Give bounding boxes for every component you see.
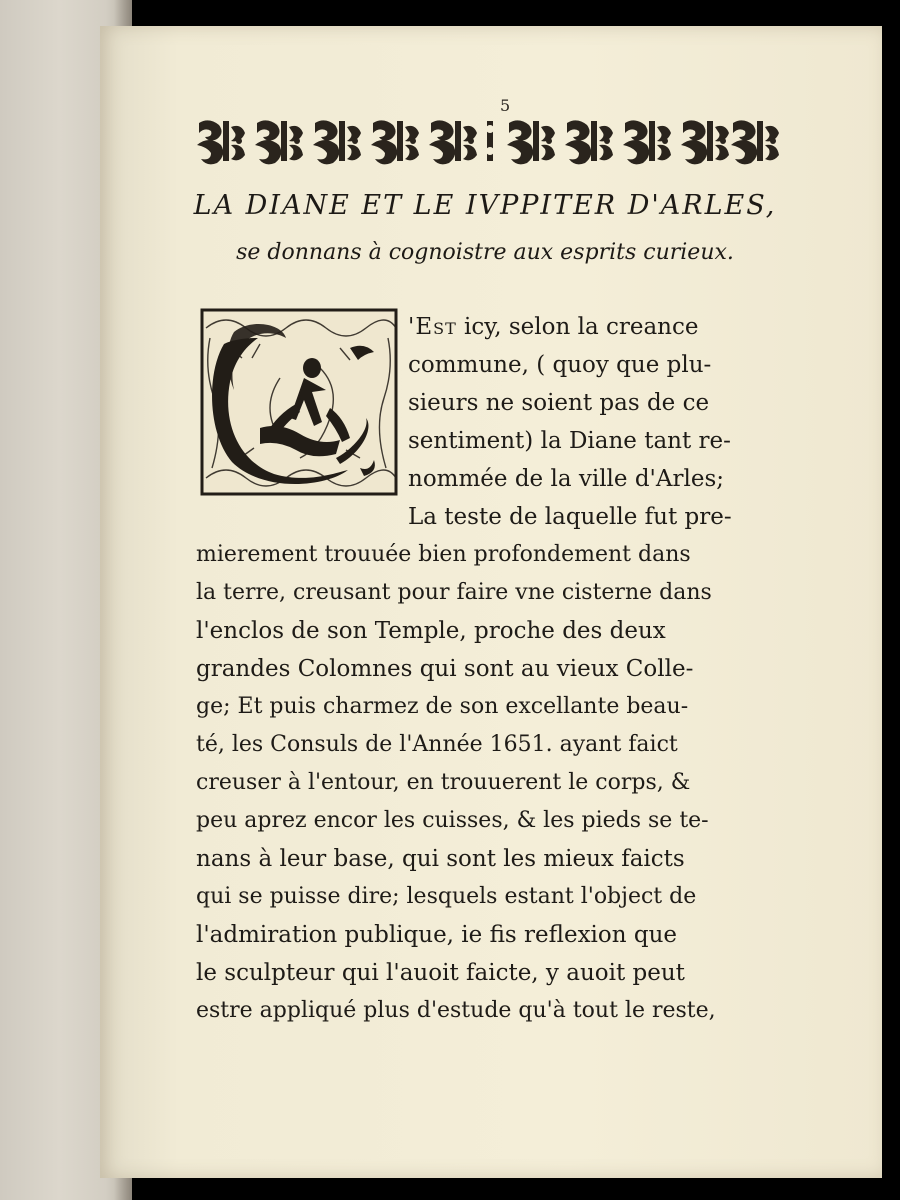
woodcut-drop-cap-image — [200, 308, 398, 496]
body-line: té, les Consuls de l'Année 1651. ayant faict — [196, 732, 678, 757]
body-line: creuser à l'entour, en trouuerent le corps, & — [196, 770, 691, 795]
body-line: grandes Colomnes qui sont au vieux Colle- — [196, 656, 694, 682]
first-word-smallcaps: 'Est — [408, 314, 457, 340]
body-line: sieurs ne soient pas de ce — [408, 390, 710, 416]
body-line: l'enclos de son Temple, proche des deux — [196, 618, 666, 644]
page-number: 5 — [500, 96, 511, 115]
body-line: sentiment) la Diane tant re- — [408, 428, 731, 454]
body-line-first — [408, 316, 699, 339]
body-line: qui se puisse dire; lesquels estant l'object de — [196, 884, 697, 909]
body-line: mierement trouuée bien profondement dans — [196, 542, 691, 567]
body-line: nommée de la ville d'Arles; — [408, 466, 724, 492]
body-line: estre appliqué plus d'estude qu'à tout le reste, — [196, 998, 716, 1023]
chapter-title: LA DIANE ET LE IVPPITER D'ARLES, — [193, 190, 777, 221]
body-line: le sculpteur qui l'auoit faicte, y auoit peut — [196, 960, 685, 986]
body-line: ge; Et puis charmez de son excellante beau- — [196, 694, 689, 719]
first-line-rest: icy, selon la creance — [456, 314, 699, 340]
ornamental-headpiece — [195, 115, 780, 167]
fleuron-band — [195, 115, 780, 167]
body-line: La teste de laquelle fut pre- — [408, 504, 732, 530]
body-line: peu aprez encor les cuisses, & les pieds se te- — [196, 808, 709, 833]
chapter-subtitle: se donnans à cognoistre aux esprits curieux. — [236, 240, 734, 265]
woodcut-initial — [200, 308, 398, 496]
body-line: commune, ( quoy que plu- — [408, 352, 712, 378]
body-line: l'admiration publique, ie fis reflexion que — [196, 922, 678, 948]
body-line: nans à leur base, qui sont les mieux faicts — [196, 846, 685, 872]
body-line: la terre, creusant pour faire vne cisterne dans — [196, 580, 712, 605]
